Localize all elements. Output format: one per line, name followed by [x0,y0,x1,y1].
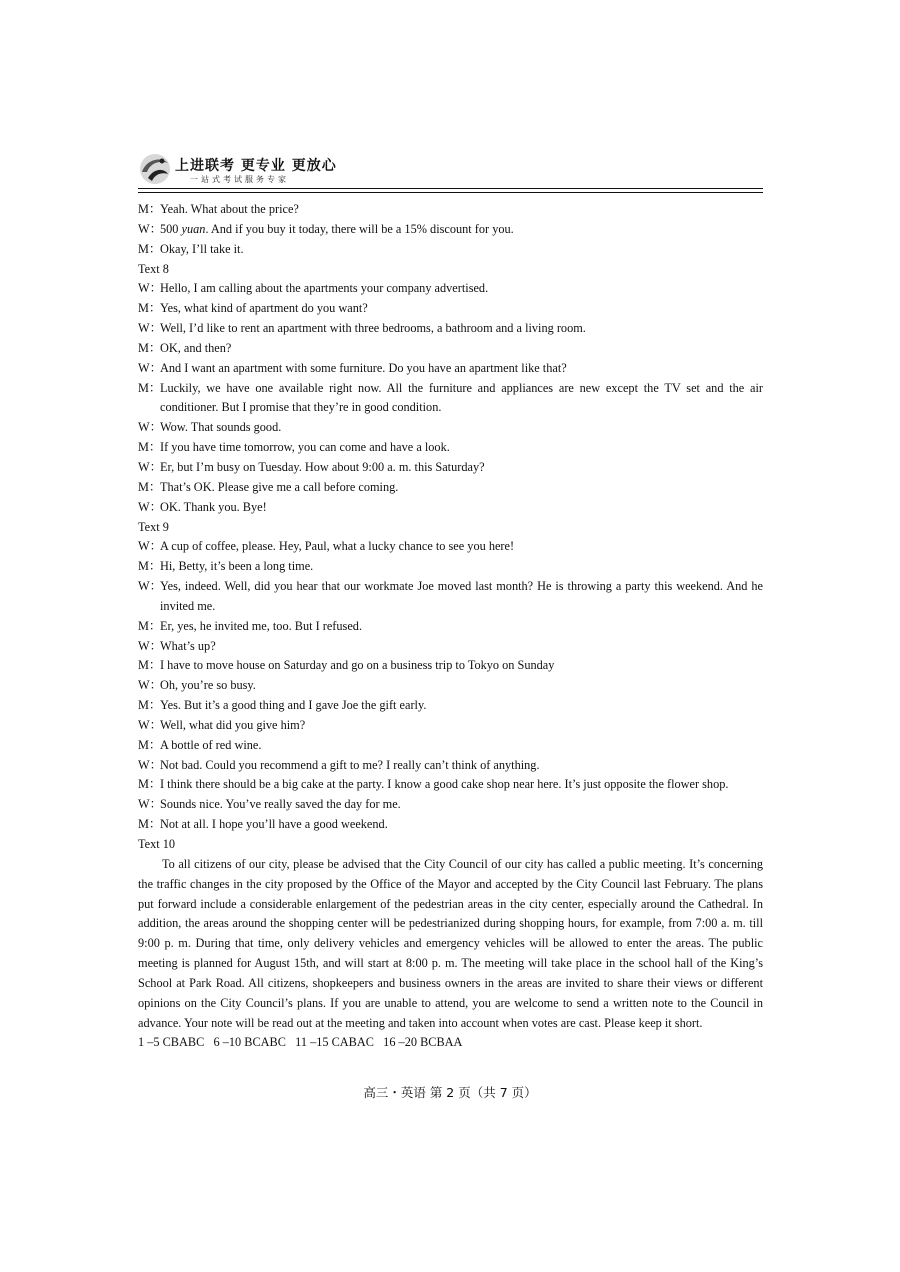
speaker-label: W： [138,420,162,435]
brand-tagline: 一站式考试服务专家 [190,175,289,184]
header-rule-thin [138,192,763,193]
speaker-label: W： [138,499,162,514]
dialogue-line [138,200,763,220]
dialogue-text: And I want an apartment with some furniture. Do you have an apartment like that? [160,360,567,375]
dialogue-line [138,676,763,696]
dialogue-line [138,240,763,260]
dialogue-line [138,478,763,498]
monologue-paragraph: To all citizens of our city, please be advised that the City Council of our city has called a public meeting. It’s concerning the traffic changes in the city proposed by the Office of the Mayor and accepted by the City Council last February. The plans put forward include a considerable enlargement of the pedestrian areas in the city center, especially around the Cathedral. In addition, the areas around the shopping center will be pedestrianized during shopping hours, for example, from 7:00 a. m. till 9:00 p. m. During that time, only delivery vehicles and emergency vehicles will be allowed to enter the areas. The public meeting is planned for August 15th, and will start at 8:00 p. m. The meeting will take place in the school hall of the King’s School at Park Road. All citizens, shopkeepers and business owners in the areas are invited to share their views or different opinions on the City Council’s plans. If you are unable to attend, you are welcome to send a written note to the Council in advance. Your note will be read out at the meeting and taken into account when votes are cast. Please keep it short. [138,856,763,1030]
dialogue-text: Okay, I’ll take it. [160,241,244,256]
dialogue-text: Well, what did you give him? [160,717,306,732]
dialogue-line [138,319,763,339]
dialogue-line [138,756,763,776]
dialogue-line [138,418,763,438]
speaker-label: W： [138,281,162,296]
dialogue-text: OK, and then? [160,340,232,355]
speaker-label: W： [138,797,162,812]
dialogue-line [138,775,763,795]
speaker-label: M： [138,698,162,713]
dialogue-text: I think there should be a big cake at the party. I know a good cake shop near here. It’s just opposite the flower shop. [160,777,729,792]
dialogue-line [138,617,763,637]
dialogue-line [138,359,763,379]
speaker-label: M： [138,618,162,633]
dialogue-text: If you have time tomorrow, you can come and have a look. [160,440,450,455]
speaker-label: M： [138,202,162,216]
exam-logo-icon [138,152,172,186]
speaker-label: W： [138,321,162,336]
text-heading: Text 8 [138,261,169,276]
dialogue-text: I have to move house on Saturday and go on a business trip to Tokyo on Sunday [160,658,555,673]
dialogue-text: Yeah. What about the price? [160,202,299,216]
dialogue-text: Not at all. I hope you’ll have a good weekend. [160,817,388,832]
dialogue-text: Er, yes, he invited me, too. But I refused. [160,618,363,633]
dialogue-text: 500 yuan. And if you buy it today, there will be a 15% discount for you. [160,221,514,236]
dialogue-text: Yes, what kind of apartment do you want? [160,301,368,316]
dialogue-line [138,656,763,676]
text-heading: Text 10 [138,837,176,851]
speaker-label: M： [138,658,162,673]
dialogue-line [138,498,763,518]
dialogue-line [138,557,763,577]
dialogue-line [138,577,763,617]
dialogue-line [138,696,763,716]
speaker-label: W： [138,360,162,375]
dialogue-line [138,795,763,815]
dialogue-line [138,815,763,835]
speaker-label: M： [138,737,162,752]
dialogue-line [138,220,763,240]
dialogue-text: Hi, Betty, it’s been a long time. [160,559,314,574]
speaker-label: W： [138,539,162,554]
speaker-label: W： [138,717,162,732]
dialogue-line [138,379,763,419]
speaker-label: M： [138,479,162,494]
page-header [138,152,763,196]
dialogue-line [138,438,763,458]
dialogue-line [138,299,763,319]
dialogue-text: Wow. That sounds good. [160,420,282,435]
header-rule-thick [138,188,763,189]
speaker-label: M： [138,777,162,792]
speaker-label: W： [138,638,162,653]
dialogue-text: OK. Thank you. Bye! [160,499,267,514]
speaker-label: M： [138,440,162,455]
dialogue-line [138,339,763,359]
speaker-label: M： [138,559,162,574]
dialogue-text: Yes. But it’s a good thing and I gave Joe the gift early. [160,698,427,713]
speaker-label: W： [138,678,162,693]
dialogue-line [138,279,763,299]
dialogue-text: Er, but I’m busy on Tuesday. How about 9:00 a. m. this Saturday? [160,459,485,474]
answer-key: 1 –5 CBABC 6 –10 BCABC 11 –15 CABAC 16 –20 BCBAA [138,1035,463,1050]
text-heading: Text 9 [138,519,169,534]
speaker-label: M： [138,380,162,395]
dialogue-line [138,458,763,478]
speaker-label: W： [138,459,162,474]
speaker-label: M： [138,817,162,832]
dialogue-text: Yes, indeed. Well, did you hear that our workmate Joe moved last month? He is throwing a party this weekend. And he invited me. [160,579,763,613]
dialogue-text: Luckily, we have one available right now. All the furniture and appliances are new except the TV set and the air conditioner. But I promise that they’re in good condition. [160,380,763,415]
dialogue-text: Well, I’d like to rent an apartment with three bedrooms, a bathroom and a living room. [160,321,586,336]
dialogue-text: Oh, you’re so busy. [160,678,256,693]
speaker-label: W： [138,757,162,772]
dialogue-text: Hello, I am calling about the apartments your company advertised. [160,281,489,296]
dialogue-text: Sounds nice. You’ve really saved the day for me. [160,797,401,812]
dialogue-text: Not bad. Could you recommend a gift to me? I really can’t think of anything. [160,757,540,772]
dialogue-line [138,736,763,756]
document-body [138,200,763,1053]
dialogue-text: What’s up? [160,638,216,653]
dialogue-text: A cup of coffee, please. Hey, Paul, what a lucky chance to see you here! [160,539,515,554]
dialogue-line [138,537,763,557]
dialogue-line [138,716,763,736]
brand-slogan: 上进联考 更专业 更放心 [175,158,337,174]
speaker-label: W： [138,221,162,236]
speaker-label: M： [138,241,162,256]
speaker-label: M： [138,340,162,355]
dialogue-line [138,637,763,657]
dialogue-text: That’s OK. Please give me a call before coming. [160,479,399,494]
speaker-label: M： [138,301,162,316]
speaker-label: W： [138,579,162,594]
dialogue-text: A bottle of red wine. [160,737,262,752]
page-footer: 高三・英语 第 2 页（共 7 页） [363,1085,537,1100]
